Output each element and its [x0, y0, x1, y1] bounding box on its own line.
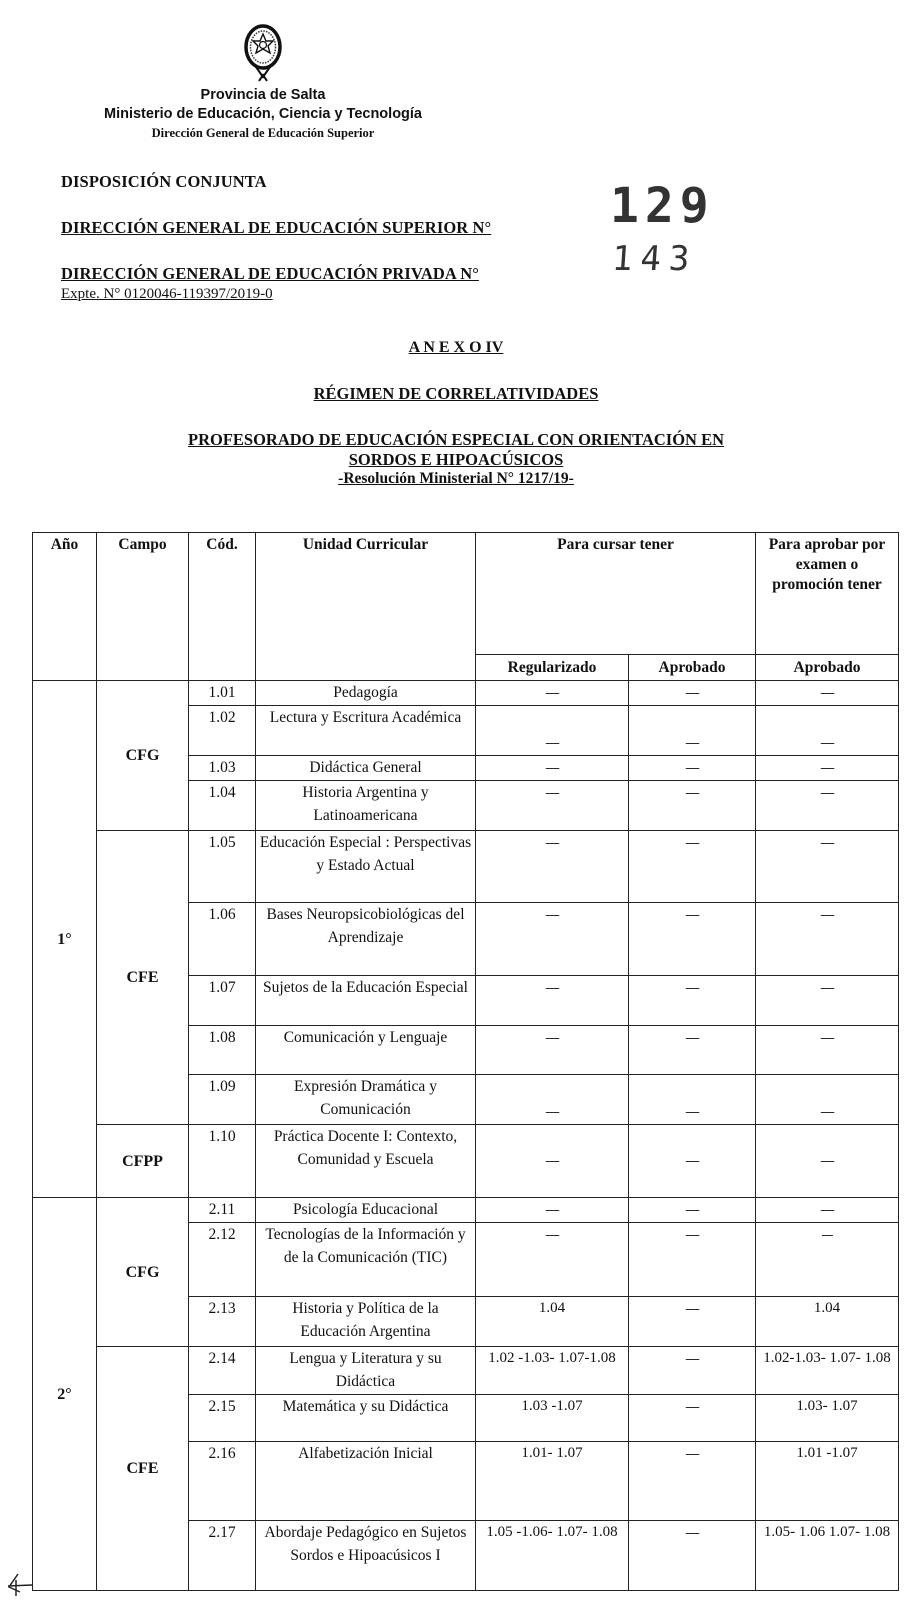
annex-title	[0, 339, 912, 357]
code-cell	[189, 681, 256, 706]
code-cell-text: 1.05	[208, 834, 236, 851]
unit-cell-text: Matemática y su Didáctica	[282, 1398, 449, 1415]
unit-cell	[256, 1075, 476, 1125]
code-cell	[189, 1442, 256, 1521]
superior-direction-label: DIRECCIÓN GENERAL DE EDUCACIÓN SUPERIOR N°	[61, 218, 492, 237]
code-cell-text: 2.11	[208, 1201, 236, 1218]
code-cell-text: 1.04	[208, 784, 236, 801]
code-cell-text: 2.14	[208, 1350, 236, 1367]
aprobado-final-cell-text: -----	[820, 909, 834, 921]
aprobado-final-cell	[756, 1442, 899, 1521]
aprobado-final-cell-text: -----	[820, 837, 834, 849]
aprobado-final-cell	[756, 1125, 899, 1198]
aprobado-cursar-cell	[629, 903, 756, 976]
code-cell	[189, 976, 256, 1026]
code-cell	[189, 1395, 256, 1442]
aprobado-cursar-cell-text: -----	[685, 1353, 699, 1365]
aprobado-final-cell-text: -----	[820, 737, 834, 749]
regularizado-cell-text: -----	[545, 787, 559, 799]
code-cell	[189, 903, 256, 976]
code-cell-text: 1.06	[208, 906, 236, 923]
unit-cell	[256, 1442, 476, 1521]
aprobado-final-cell-text: 1.01 -1.07	[796, 1445, 858, 1461]
ministry-name: Ministerio de Educación, Ciencia y Tecnología	[104, 106, 422, 122]
code-cell-text: 2.13	[208, 1300, 236, 1317]
aprobado-cursar-cell-text: -----	[685, 1303, 699, 1315]
aprobado-final-cell-text: 1.02-1.03- 1.07- 1.08	[763, 1350, 891, 1366]
aprobado-final-cell	[756, 756, 899, 781]
unit-cell	[256, 1223, 476, 1297]
aprobado-cursar-cell-text: -----	[685, 982, 699, 994]
unit-cell	[256, 681, 476, 706]
aprobado-final-cell	[756, 1395, 899, 1442]
code-cell	[189, 706, 256, 756]
unit-cell-text: Abordaje Pedagógico en Sujetos Sordos e Hipoacúsicos I	[264, 1524, 467, 1564]
aprobado-cursar-cell	[629, 781, 756, 831]
header-cod: Cód.	[189, 533, 256, 681]
aprobado-cursar-cell	[629, 1075, 756, 1125]
unit-cell	[256, 1521, 476, 1591]
privada-direction-label: DIRECCIÓN GENERAL DE EDUCACIÓN PRIVADA N°	[61, 264, 479, 283]
aprobado-final-cell	[756, 1347, 899, 1395]
regularizado-cell-text: 1.01- 1.07	[521, 1445, 583, 1461]
code-cell-text: 1.09	[208, 1078, 236, 1095]
unit-cell-text: Pedagogía	[333, 684, 398, 701]
aprobado-final-cell-text: ----	[821, 1229, 833, 1241]
code-cell-text: 2.12	[208, 1226, 236, 1243]
unit-cell-text: Didáctica General	[309, 759, 422, 776]
aprobado-cursar-cell	[629, 1223, 756, 1297]
code-cell	[189, 756, 256, 781]
superior-number: 129	[610, 178, 715, 234]
unit-cell-text: Alfabetización Inicial	[298, 1445, 433, 1462]
regularizado-cell	[476, 756, 629, 781]
aprobado-final-cell-text: -----	[820, 687, 834, 699]
aprobado-final-cell-text: -----	[820, 787, 834, 799]
campo-cell: CFE	[97, 831, 189, 1125]
unit-cell	[256, 1026, 476, 1075]
unit-cell	[256, 1198, 476, 1223]
campo-cell: CFE	[97, 1347, 189, 1591]
regularizado-cell	[476, 1198, 629, 1223]
unit-cell-text: Historia y Política de la Educación Argentina	[292, 1300, 439, 1340]
aprobado-cursar-cell-text: -----	[685, 909, 699, 921]
province-seal-icon	[243, 23, 283, 85]
header-campo: Campo	[97, 533, 189, 681]
aprobado-cursar-cell	[629, 976, 756, 1026]
aprobado-cursar-cell-text: -----	[685, 1155, 699, 1167]
aprobado-cursar-cell-text: -----	[685, 1229, 699, 1241]
aprobado-final-cell	[756, 831, 899, 903]
aprobado-final-cell-text: 1.05- 1.06 1.07- 1.08	[763, 1524, 891, 1540]
aprobado-cursar-cell-text: -----	[685, 737, 699, 749]
regularizado-cell	[476, 976, 629, 1026]
aprobado-cursar-cell-text: -----	[685, 787, 699, 799]
regularizado-cell	[476, 1026, 629, 1075]
program-title-line2	[0, 450, 912, 470]
aprobado-final-cell	[756, 1223, 899, 1297]
regularizado-cell-text: -----	[545, 1204, 559, 1216]
code-cell	[189, 781, 256, 831]
year-cell: 1°	[33, 681, 97, 1198]
correlatividades-table	[32, 532, 899, 1591]
aprobado-final-cell-text: 1.04	[813, 1300, 841, 1316]
regularizado-cell-text: -----	[545, 1032, 559, 1044]
regularizado-cell-text: -----	[545, 837, 559, 849]
aprobado-cursar-cell	[629, 681, 756, 706]
unit-cell-text: Psicología Educacional	[292, 1201, 439, 1218]
aprobado-final-cell-text: -----	[820, 1155, 834, 1167]
regularizado-cell	[476, 903, 629, 976]
regularizado-cell	[476, 781, 629, 831]
campo-cell: CFPP	[97, 1125, 189, 1198]
unit-cell-text: Práctica Docente I: Contexto, Comunidad y Escuela	[273, 1128, 458, 1168]
code-cell	[189, 1297, 256, 1347]
aprobado-final-cell	[756, 1026, 899, 1075]
aprobado-final-cell	[756, 903, 899, 976]
aprobado-cursar-cell	[629, 1521, 756, 1591]
unit-cell	[256, 1297, 476, 1347]
aprobado-cursar-cell-text: -----	[685, 1448, 699, 1460]
regularizado-cell-text: -----	[545, 1155, 559, 1167]
aprobado-cursar-cell	[629, 1125, 756, 1198]
year-cell: 2°	[33, 1198, 97, 1591]
aprobado-final-cell	[756, 706, 899, 756]
resolution-reference	[0, 470, 912, 488]
unit-cell-text: Historia Argentina y Latinoamericana	[302, 784, 429, 824]
code-cell	[189, 1223, 256, 1297]
aprobado-final-cell	[756, 781, 899, 831]
annex-subtitle-text: RÉGIMEN DE CORRELATIVIDADES	[313, 384, 599, 403]
regularizado-cell-text: -----	[545, 762, 559, 774]
regularizado-cell	[476, 1347, 629, 1395]
code-cell	[189, 1026, 256, 1075]
code-cell-text: 1.10	[208, 1128, 236, 1145]
regularizado-cell	[476, 681, 629, 706]
aprobado-final-cell	[756, 1198, 899, 1223]
unit-cell-text: Educación Especial : Perspectivas y Estado Actual	[259, 834, 472, 874]
table-row	[33, 831, 899, 903]
regularizado-cell	[476, 1075, 629, 1125]
aprobado-cursar-cell	[629, 1198, 756, 1223]
regularizado-cell	[476, 1521, 629, 1591]
aprobado-cursar-cell-text: -----	[685, 687, 699, 699]
header-year: Año	[33, 533, 97, 681]
unit-cell	[256, 756, 476, 781]
disposition-title: DISPOSICIÓN CONJUNTA	[61, 172, 267, 191]
unit-cell-text: Tecnologías de la Información y de la Comunicación (TIC)	[265, 1226, 466, 1266]
unit-cell	[256, 831, 476, 903]
code-cell	[189, 1347, 256, 1395]
code-cell-text: 2.16	[208, 1445, 236, 1462]
table-row	[33, 1198, 899, 1223]
aprobado-cursar-cell-text: -----	[685, 837, 699, 849]
aprobado-final-cell	[756, 681, 899, 706]
regularizado-cell-text: 1.03 -1.07	[521, 1398, 583, 1414]
unit-cell-text: Lectura y Escritura Académica	[269, 709, 462, 726]
aprobado-final-cell-text: -----	[820, 1032, 834, 1044]
code-cell	[189, 1198, 256, 1223]
aprobado-cursar-cell	[629, 1442, 756, 1521]
resolution-reference-text: -Resolución Ministerial N° 1217/19-	[338, 470, 574, 487]
aprobado-cursar-cell	[629, 831, 756, 903]
regularizado-cell	[476, 831, 629, 903]
regularizado-cell-text: -----	[545, 982, 559, 994]
code-cell	[189, 1521, 256, 1591]
aprobado-cursar-cell-text: -----	[685, 1106, 699, 1118]
province-name: Provincia de Salta	[200, 87, 326, 103]
code-cell-text: 1.01	[208, 684, 236, 701]
aprobado-cursar-cell	[629, 1026, 756, 1075]
table-row	[33, 1347, 899, 1395]
code-cell	[189, 831, 256, 903]
header-aprobar: Para aprobar por examen o promoción tener	[756, 533, 899, 655]
table-row	[33, 681, 899, 706]
direction-name: Dirección General de Educación Superior	[151, 126, 375, 140]
unit-cell-text: Lengua y Literatura y su Didáctica	[289, 1350, 442, 1390]
unit-cell	[256, 706, 476, 756]
code-cell-text: 2.15	[208, 1398, 236, 1415]
regularizado-cell-text: 1.05 -1.06- 1.07- 1.08	[486, 1524, 618, 1540]
regularizado-cell-text: -----	[545, 1106, 559, 1118]
regularizado-cell-text: -----	[545, 909, 559, 921]
annex-subtitle	[0, 384, 912, 404]
unit-cell	[256, 781, 476, 831]
header-aprobado-aprobar: Aprobado	[756, 655, 899, 681]
aprobado-cursar-cell	[629, 1347, 756, 1395]
aprobado-cursar-cell	[629, 1395, 756, 1442]
privada-number: 143	[610, 239, 699, 279]
aprobado-cursar-cell-text: -----	[685, 1527, 699, 1539]
expediente-number: Expte. N° 0120046-119397/2019-0	[61, 286, 273, 302]
aprobado-cursar-cell-text: -----	[685, 762, 699, 774]
unit-cell	[256, 976, 476, 1026]
unit-cell-text: Expresión Dramática y Comunicación	[294, 1078, 437, 1118]
code-cell-text: 2.17	[208, 1524, 236, 1541]
header-cursar: Para cursar tener	[476, 533, 756, 655]
unit-cell	[256, 1125, 476, 1198]
aprobado-final-cell-text: -----	[820, 1204, 834, 1216]
program-title-line1	[0, 430, 912, 450]
unit-cell	[256, 903, 476, 976]
unit-cell-text: Sujetos de la Educación Especial	[263, 979, 468, 996]
aprobado-cursar-cell-text: -----	[685, 1032, 699, 1044]
code-cell	[189, 1075, 256, 1125]
regularizado-cell	[476, 1442, 629, 1521]
table-row	[33, 1125, 899, 1198]
campo-cell: CFG	[97, 1198, 189, 1347]
unit-cell	[256, 1395, 476, 1442]
header-regularizado: Regularizado	[476, 655, 629, 681]
regularizado-cell	[476, 706, 629, 756]
aprobado-final-cell	[756, 1297, 899, 1347]
aprobado-cursar-cell-text: -----	[685, 1204, 699, 1216]
unit-cell-text: Bases Neuropsicobiológicas del Aprendizaje	[266, 906, 465, 946]
aprobado-cursar-cell	[629, 1297, 756, 1347]
header-unit: Unidad Curricular	[256, 533, 476, 681]
aprobado-cursar-cell	[629, 756, 756, 781]
code-cell	[189, 1125, 256, 1198]
regularizado-cell	[476, 1223, 629, 1297]
regularizado-cell-text: -----	[545, 737, 559, 749]
regularizado-cell-text: -----	[545, 687, 559, 699]
regularizado-cell	[476, 1297, 629, 1347]
aprobado-final-cell-text: -----	[820, 762, 834, 774]
code-cell-text: 1.02	[208, 709, 236, 726]
program-title-line2-text: SORDOS E HIPOACÚSICOS	[348, 450, 564, 469]
regularizado-cell-text: 1.02 -1.03- 1.07-1.08	[488, 1350, 616, 1366]
aprobado-final-cell	[756, 1075, 899, 1125]
annex-title-text: A N E X O IV	[408, 339, 504, 356]
regularizado-cell	[476, 1395, 629, 1442]
code-cell-text: 1.07	[208, 979, 236, 996]
regularizado-cell	[476, 1125, 629, 1198]
unit-cell-text: Comunicación y Lenguaje	[283, 1029, 448, 1046]
campo-cell: CFG	[97, 681, 189, 831]
regularizado-cell-text: -----	[545, 1229, 559, 1241]
aprobado-final-cell-text: 1.03- 1.07	[796, 1398, 858, 1414]
aprobado-final-cell-text: -----	[820, 1106, 834, 1118]
code-cell-text: 1.03	[208, 759, 236, 776]
unit-cell	[256, 1347, 476, 1395]
program-title-line1-text: PROFESORADO DE EDUCACIÓN ESPECIAL CON ORIENTACIÓN EN	[187, 430, 724, 449]
aprobado-final-cell	[756, 976, 899, 1026]
aprobado-final-cell-text: -----	[820, 982, 834, 994]
aprobado-cursar-cell	[629, 706, 756, 756]
header-aprobado-cursar: Aprobado	[629, 655, 756, 681]
handwritten-initial-mark-icon	[4, 1570, 34, 1600]
aprobado-final-cell	[756, 1521, 899, 1591]
regularizado-cell-text: 1.04	[538, 1300, 566, 1316]
code-cell-text: 1.08	[208, 1029, 236, 1046]
aprobado-cursar-cell-text: -----	[685, 1401, 699, 1413]
